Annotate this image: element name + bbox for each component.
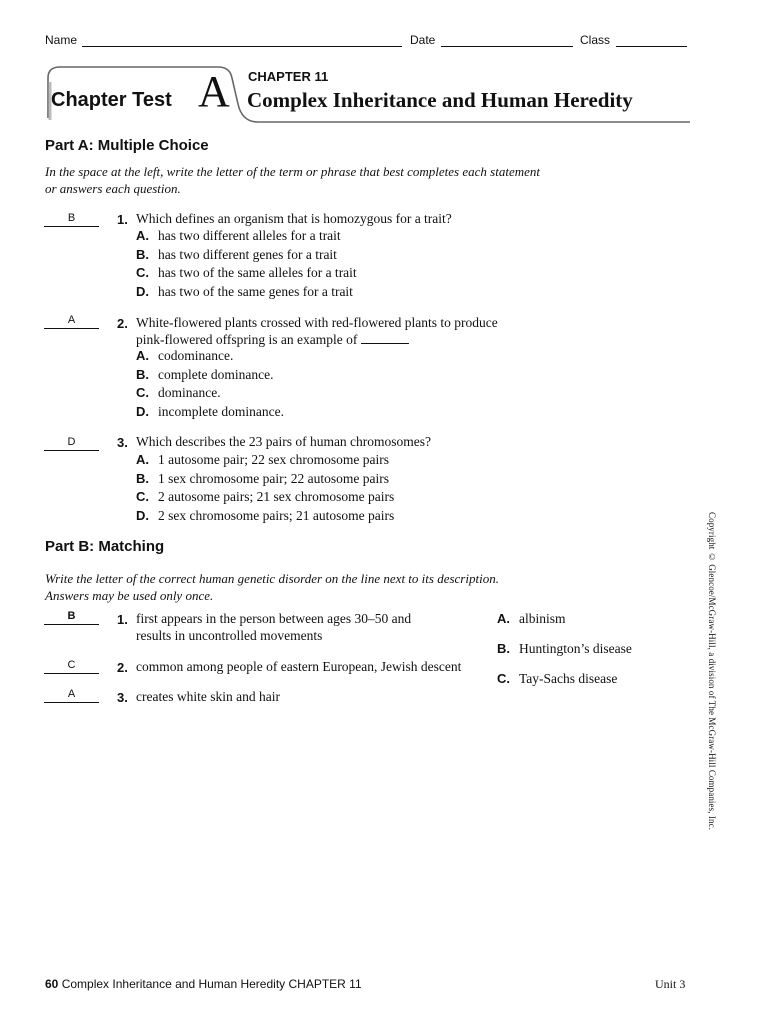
matching-number-2: 2. [117,660,128,675]
matching-choice-a [497,610,566,629]
answer-blank-q1[interactable]: B [44,211,99,227]
part-a-instructions [45,163,645,197]
question-text-1: Which defines an organism that is homozygous for a trait? [136,211,452,226]
option-letter: D. [136,283,149,299]
chapter-title: Complex Inheritance and Human Heredity [247,88,633,112]
copyright-notice: Copyright © Glencoe/McGraw-Hill, a division of The McGraw-Hill Companies, Inc. [707,512,717,831]
footer-page-number: 60 [45,977,59,991]
matching-text-1-line-1: first appears in the person between ages 30–50 and [136,611,412,626]
option-row [136,283,357,302]
option-row [136,507,394,526]
option-letter: C. [136,265,149,280]
option-letter: C. [136,385,149,400]
option-letter: D. [136,403,149,419]
option-letter: B. [136,366,149,382]
question-text-3: Which describes the 23 pairs of human chromosomes? [136,434,432,449]
choice-text: Tay-Sachs disease [519,671,618,686]
option-text: has two of the same genes for a trait [158,283,353,299]
option-letter: A. [136,228,149,243]
option-text: codominance. [158,348,234,363]
option-text: has two different alleles for a trait [158,228,341,243]
option-row [136,347,284,366]
footer-page-title: Complex Inheritance and Human Heredity CHAPTER 11 [61,977,362,991]
option-text: dominance. [158,385,221,400]
date-field[interactable] [441,46,573,47]
option-text: has two different genes for a trait [158,246,337,262]
footer-unit: Unit 3 [655,977,686,991]
question-options-1 [136,227,357,301]
part-b-instructions-line-1: Write the letter of the correct human genetic disorder on the line next to its description. [45,571,499,586]
answer-blank-q2[interactable]: A [44,313,99,329]
question-number-1: 1. [117,212,128,227]
name-label: Name [45,33,78,47]
choice-letter: B. [497,641,510,656]
footer-left [45,977,362,991]
option-text: 2 sex chromosome pairs; 21 autosome pairs [158,507,395,523]
option-row [136,451,394,470]
answer-blank-q3[interactable]: D [44,435,99,451]
option-row [136,366,284,385]
chapter-test-label: Chapter Test [51,89,172,111]
choice-text: albinism [519,611,566,626]
part-b-instructions-line-2: Answers may be used only once. [45,588,214,603]
chapter-test-letter: A [198,67,230,116]
option-row [136,246,357,265]
option-letter: B. [136,246,149,262]
question-number-2: 2. [117,316,128,331]
option-row [136,384,284,403]
question-text-2-line-2 [136,331,498,348]
matching-answer-blank-2[interactable]: C [44,658,99,674]
option-row [136,470,394,489]
option-text: 1 sex chromosome pair; 22 autosome pairs [158,470,389,486]
matching-text-1-line-2: results in uncontrolled movements [136,628,323,643]
question-options-3 [136,451,394,525]
matching-text-2: common among people of eastern European, Jewish descent [136,659,462,674]
inline-blank [361,332,409,344]
choice-text: Huntington’s disease [519,641,632,656]
option-text: incomplete dominance. [158,403,284,419]
option-letter: B. [136,470,149,486]
matching-number-1: 1. [117,612,128,627]
matching-choice-c [497,670,617,689]
question-options-2 [136,347,284,421]
date-label: Date [410,33,436,47]
matching-text-1 [136,610,411,644]
option-row [136,227,357,246]
choice-letter: A. [497,611,510,626]
choice-letter: C. [497,671,510,686]
class-label: Class [580,33,611,47]
question-text-2-line-1: White-flowered plants crossed with red-flowered plants to produce [136,315,498,330]
class-field[interactable] [616,46,687,47]
part-a-instructions-line-1: In the space at the left, write the letter of the term or phrase that best completes each statement [45,164,540,179]
option-text: 1 autosome pair; 22 sex chromosome pairs [158,452,389,467]
question-text-2-line-2-text: pink-flowered offspring is an example of [136,332,358,347]
question-number-3: 3. [117,435,128,450]
option-row [136,264,357,283]
part-b-heading: Part B: Matching [45,538,165,555]
matching-answer-blank-3[interactable]: A [44,687,99,703]
option-text: complete dominance. [158,366,274,382]
name-field[interactable] [82,46,402,47]
matching-answer-blank-1[interactable]: B [44,609,99,625]
option-letter: A. [136,452,149,467]
option-letter: C. [136,489,149,504]
part-a-instructions-line-2: or answers each question. [45,181,181,196]
option-letter: A. [136,348,149,363]
option-row [136,488,394,507]
chapter-number: CHAPTER 11 [248,69,329,84]
option-text: 2 autosome pairs; 21 sex chromosome pairs [158,489,395,504]
matching-text-3: creates white skin and hair [136,689,280,704]
matching-choice-b [497,640,632,659]
option-letter: D. [136,507,149,523]
option-text: has two of the same alleles for a trait [158,265,357,280]
option-row [136,403,284,422]
part-b-instructions [45,570,645,604]
part-a-heading: Part A: Multiple Choice [45,137,209,154]
matching-number-3: 3. [117,690,128,705]
question-text-2 [136,314,498,348]
